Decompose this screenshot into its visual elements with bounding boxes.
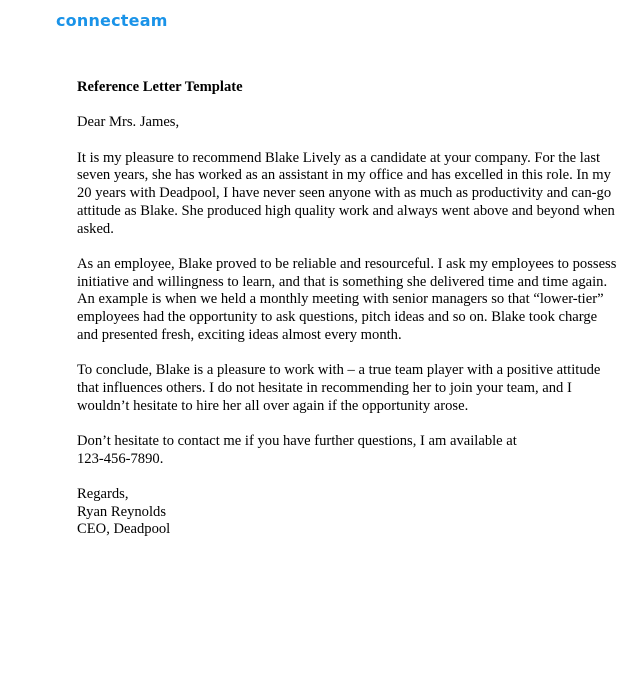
signer-name: Ryan Reynolds [77,503,167,520]
signer-title: CEO, Deadpool [77,521,171,538]
letter-closing: Regards, [77,486,129,503]
letter-title: Reference Letter Template [77,79,243,95]
letter-greeting: Dear Mrs. James, [77,114,180,131]
letter-paragraph-4: Don’t hesitate to contact me if you have further questions, I am available at 123-456-7890. [77,432,517,467]
letter-paragraph-1: It is my pleasure to recommend Blake Lively as a candidate at your company. For the last seven years, she has worked as an assistant in my office and has excelled in this role. In my 20 years with Deadpool, I have never seen anyone with as much as productivity and can-go attitude as Blake. She produced high quality work and always went above and beyond when asked. [77,149,615,237]
letter-document [77,79,617,539]
letter-signoff [77,486,617,539]
letter-paragraph-3: To conclude, Blake is a pleasure to work with – a true team player with a positive attitude that influences others. I do not hesitate in recommending her to join your team, and I wouldn’t hesitate to hire her all over again if the opportunity arose. [77,362,601,414]
connecteam-logo: connecteam [56,11,168,30]
letter-paragraph-2: As an employee, Blake proved to be reliable and resourceful. I ask my employees to possess initiative and willingness to learn, and that is something she delivered time and time again. An example is when we held a monthly meeting with senior managers so that “lower-tier” employees had the opportunity to ask questions, pitch ideas and so on. Blake took charge and presented fresh, exciting ideas almost every month. [77,255,617,343]
